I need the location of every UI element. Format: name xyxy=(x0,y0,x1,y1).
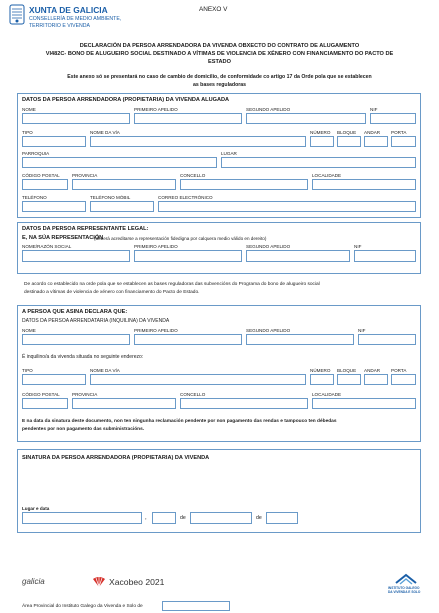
signature-place-field[interactable] xyxy=(22,512,142,524)
intro-line-1: Este anexo só se presentará no caso de cambio de domicilio, de conformidade co artigo 17 da Orde pola que se establecen xyxy=(67,74,372,80)
label-localidade: LOCALIDADE xyxy=(312,173,342,178)
igvs-text-1: INSTITUTO GALEGO xyxy=(388,586,420,590)
tenant-nif-field[interactable] xyxy=(358,334,416,345)
landlord-province-field[interactable] xyxy=(72,179,176,190)
xacobeo-text: Xacobeo 2021 xyxy=(109,577,165,587)
label-t-cp: CÓDIGO POSTAL xyxy=(22,392,60,397)
label-porta: PORTA xyxy=(391,130,407,135)
signature-de-2: de xyxy=(256,515,262,521)
label-concello: CONCELLO xyxy=(180,173,206,178)
label-nome: NOME xyxy=(22,107,36,112)
tenant-name-field[interactable] xyxy=(22,334,130,345)
signature-comma: , xyxy=(145,515,147,521)
signature-heading: SINATURA DA PERSOA ARRENDADORA (PROPIETARIA) DA VIVENDA xyxy=(22,455,210,461)
declaration-text-line-2: pendentes por non pagamento das subministracións. xyxy=(22,427,145,432)
label-telefono: TELÉFONO xyxy=(22,195,47,200)
label-andar: ANDAR xyxy=(364,130,381,135)
tenant-council-field[interactable] xyxy=(180,398,308,409)
landlord-council-field[interactable] xyxy=(180,179,308,190)
label-t-via: NOME DA VÍA xyxy=(90,368,120,373)
representative-subheading-bold: E, NA SÚA REPRESENTACIÓN xyxy=(22,235,104,241)
label-t-porta: PORTA xyxy=(391,368,407,373)
landlord-mobile-field[interactable] xyxy=(90,201,154,212)
label-t-concello: CONCELLO xyxy=(180,392,206,397)
intro-line-2: as bases reguladoras xyxy=(192,82,247,88)
label-t-nif: NIF xyxy=(358,328,366,333)
label-bloque: BLOQUE xyxy=(337,130,357,135)
tenant-street-name-field[interactable] xyxy=(90,374,306,385)
igvs-roof-icon xyxy=(394,573,418,585)
label-t-localidade: LOCALIDADE xyxy=(312,392,342,397)
rep-nif-field[interactable] xyxy=(354,250,416,262)
landlord-door-field[interactable] xyxy=(391,136,416,147)
tenant-door-field[interactable] xyxy=(391,374,416,385)
tenant-surname1-field[interactable] xyxy=(134,334,242,345)
landlord-postcode-field[interactable] xyxy=(22,179,68,190)
label-rep-nome: NOME/RAZÓN SOCIAL xyxy=(22,244,72,249)
rep-surname1-field[interactable] xyxy=(134,250,242,262)
label-t-numero: NÚMERO xyxy=(310,368,331,373)
tenant-subheading: DATOS DA PERSOA ARRENDATARIA (INQUILINA) DA VIVENDA xyxy=(22,318,170,324)
section-landlord-heading: DATOS DA PERSOA ARRENDADORA (PROPIETARIA) DA VIVENDA ALUGADA xyxy=(22,97,230,103)
landlord-street-name-field[interactable] xyxy=(90,136,306,147)
label-t-andar: ANDAR xyxy=(364,368,381,373)
section-representative-heading: DATOS DA PERSOA REPRESENTANTE LEGAL: xyxy=(22,226,149,232)
galicia-logo-text: galicia xyxy=(22,577,45,586)
logo-subtitle-2: TERRITORIO E VIVENDA xyxy=(29,23,91,29)
label-parroquia: PARROQUIA xyxy=(22,151,50,156)
doc-title-line-2: VI482C- BONO DE ALUGUEIRO SOCIAL DESTINADO A VÍTIMAS DE VIOLENCIA DE XÉNERO CON FINANCIAMENTO DO PACTO DE xyxy=(45,51,394,57)
landlord-surname2-field[interactable] xyxy=(246,113,366,124)
representative-subheading-note: (deberá acreditarse a representación fidedigna por calquera medio válido en dereito) xyxy=(94,235,267,241)
xunta-logo xyxy=(8,4,138,34)
label-rep-apelido2: SEGUNDO APELIDO xyxy=(246,244,291,249)
logo-title: XUNTA DE GALICIA xyxy=(29,5,108,15)
logo-subtitle-1: CONSELLERÍA DE MEDIO AMBIENTE, xyxy=(29,16,122,22)
label-email: CORREO ELECTRÓNICO xyxy=(158,195,213,200)
landlord-name-field[interactable] xyxy=(22,113,130,124)
doc-title-line-3: ESTADO xyxy=(208,59,231,65)
declaration-text-line-1: E na data da sinatura deste documento, non ten ningunha reclamación pendente por non pagamento das rendas e tampouco ten débedas xyxy=(22,419,337,424)
signature-year-field[interactable] xyxy=(266,512,298,524)
landlord-parish-field[interactable] xyxy=(22,157,217,168)
landlord-surname1-field[interactable] xyxy=(134,113,242,124)
landlord-block-field[interactable] xyxy=(337,136,361,147)
signature-month-field[interactable] xyxy=(190,512,252,524)
tenant-street-type-field[interactable] xyxy=(22,374,86,385)
footer-area-text: Área Provincial do Instituto Galego da Vivenda e Solo de xyxy=(22,604,143,609)
landlord-locality-field[interactable] xyxy=(312,179,416,190)
label-t-apelido1: PRIMEIRO APELIDO xyxy=(134,328,178,333)
tenant-province-field[interactable] xyxy=(72,398,176,409)
section-landlord xyxy=(17,93,421,218)
label-numero: NÚMERO xyxy=(310,130,331,135)
label-rep-apelido1: PRIMEIRO APELIDO xyxy=(134,244,178,249)
tenant-number-field[interactable] xyxy=(310,374,334,385)
rep-surname2-field[interactable] xyxy=(246,250,350,262)
label-rep-nif: NIF xyxy=(354,244,362,249)
landlord-email-field[interactable] xyxy=(158,201,416,212)
label-lugar: LUGAR xyxy=(221,151,237,156)
label-apelido2: SEGUNDO APELIDO xyxy=(246,107,291,112)
signature-day-field[interactable] xyxy=(152,512,176,524)
tenant-address-intro: É inquilino/a da vivenda situada no seguinte enderezo: xyxy=(22,354,144,360)
agreement-paragraph-line-2: destinado a vítimas de violencia de xénero con financiamento do Pacto de Estado. xyxy=(24,290,200,295)
tenant-block-field[interactable] xyxy=(337,374,361,385)
footer-area-field[interactable] xyxy=(162,601,230,611)
label-t-tipo: TIPO xyxy=(22,368,33,373)
xacobeo-shell-icon xyxy=(92,576,106,588)
landlord-street-type-field[interactable] xyxy=(22,136,86,147)
xunta-emblem-icon xyxy=(8,4,26,26)
landlord-place-field[interactable] xyxy=(221,157,416,168)
label-cp: CÓDIGO POSTAL xyxy=(22,173,60,178)
igvs-logo xyxy=(388,573,424,599)
label-nif: NIF xyxy=(370,107,378,112)
tenant-surname2-field[interactable] xyxy=(246,334,354,345)
label-t-provincia: PROVINCIA xyxy=(72,392,98,397)
rep-name-field[interactable] xyxy=(22,250,130,262)
igvs-text-2: DA VIVENDA E SOLO xyxy=(388,590,421,594)
label-via: NOME DA VÍA xyxy=(90,130,120,135)
landlord-phone-field[interactable] xyxy=(22,201,86,212)
label-movil: TELÉFONO MÓBIL xyxy=(90,195,131,200)
landlord-floor-field[interactable] xyxy=(364,136,388,147)
signature-de-1: de xyxy=(180,515,186,521)
label-apelido1: PRIMEIRO APELIDO xyxy=(134,107,178,112)
label-provincia: PROVINCIA xyxy=(72,173,98,178)
tenant-locality-field[interactable] xyxy=(312,398,416,409)
label-t-bloque: BLOQUE xyxy=(337,368,357,373)
agreement-paragraph-line-1: De acordo co establecido na orde pola que se establecen as bases reguladoras das subvencións do Programa do bono de alugueiro social xyxy=(24,282,320,287)
landlord-nif-field[interactable] xyxy=(370,113,416,124)
doc-title-line-1: DECLARACIÓN DA PERSOA ARRENDADORA DA VIVENDA OBXECTO DO CONTRATO DE ALUGAMENTO xyxy=(79,43,360,49)
label-t-apelido2: SEGUNDO APELIDO xyxy=(246,328,291,333)
tenant-postcode-field[interactable] xyxy=(22,398,68,409)
tenant-floor-field[interactable] xyxy=(364,374,388,385)
label-tipo: TIPO xyxy=(22,130,33,135)
label-t-nome: NOME xyxy=(22,328,36,333)
annex-label: ANEXO V xyxy=(199,6,228,13)
place-date-label: Lugar e data xyxy=(22,506,50,511)
section-declaration-heading: A PERSOA QUE ASINA DECLARA QUE: xyxy=(22,309,128,315)
landlord-number-field[interactable] xyxy=(310,136,334,147)
